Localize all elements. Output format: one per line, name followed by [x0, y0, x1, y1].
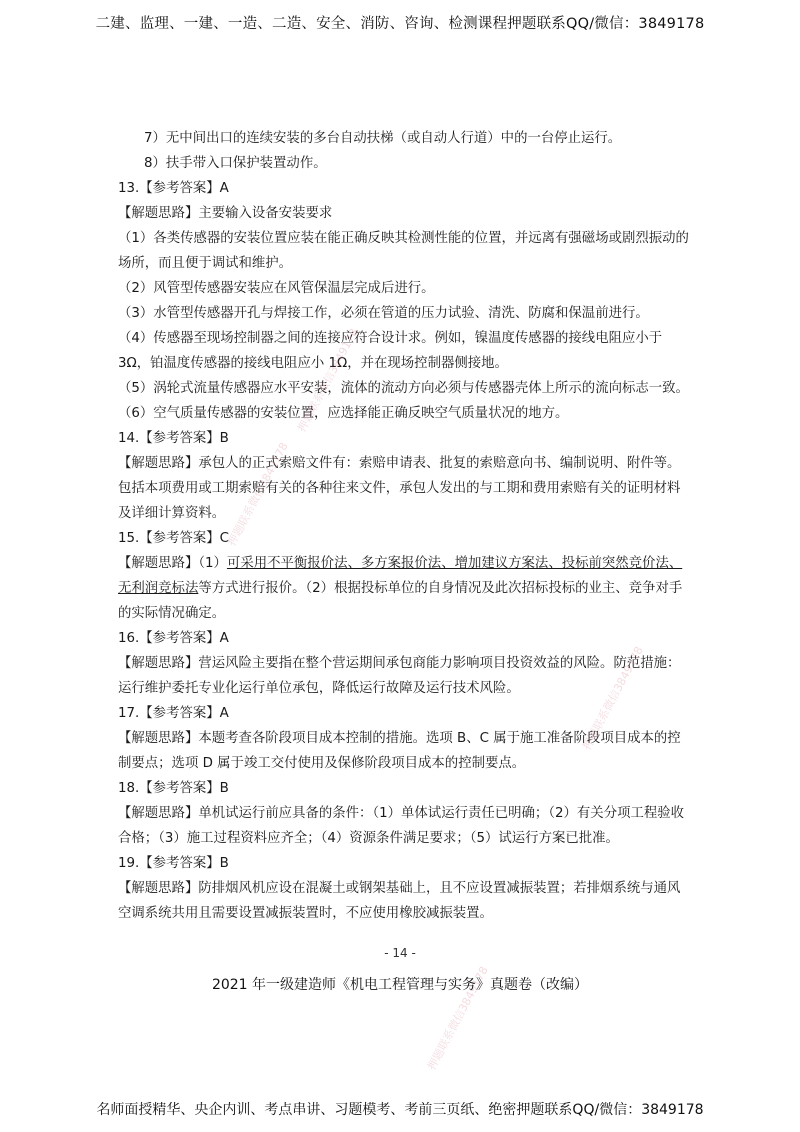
explanation-15-lead: 【解题思路】（1）: [118, 556, 227, 571]
answer-19: 19.【参考答案】B: [118, 856, 229, 871]
explanation-19: 【解题思路】防排烟风机应设在混凝土或钢架基础上，且不应设置减振装置；若排烟系统与通风空调系统共用且需要设置减振装置时，不应使用橡胶减振装置。: [118, 881, 681, 921]
page-header: 二建、监理、一建、一造、二造、安全、消防、咨询、检测课程押题联系QQ/微信：3849178: [95, 16, 705, 32]
watermark: 押题联系微信3849178: [425, 964, 491, 1073]
watermark: 押题联系微信3849178: [580, 644, 646, 753]
explanation-15: [118, 551, 692, 626]
answer-16: 16.【参考答案】A: [118, 631, 229, 646]
answer-17: 17.【参考答案】A: [118, 706, 229, 721]
answer-14: 14.【参考答案】B: [118, 431, 229, 446]
explanation-16: 【解题思路】营运风险主要指在整个营运期间承包商能力影响项目投资效益的风险。防范措施：运行维护委托专业化运行单位承包，降低运行故障及运行技术风险。: [118, 656, 681, 696]
explanation-15-rest: 等方式进行报价。（2）根据投标单位的自身情况及此次招标投标的业主、竞争对手的实际情况确定。: [118, 581, 683, 621]
explanation-14: 【解题思路】承包人的正式索赔文件有：索赔申请表、批复的索赔意向书、编制说明、附件等。包括本项费用或工期索赔有关的各种往来文件，承包人发出的与工期和费用索赔有关的证明材料及详细计算资料。: [118, 456, 681, 521]
watermark: 押题联系微信3849178: [295, 326, 361, 435]
explanation-17: 【解题思路】本题考查各阶段项目成本控制的措施。选项 B、C 属于施工准备阶段项目成本的控制要点；选项 D 属于竣工交付使用及保修阶段项目成本的控制要点。: [118, 731, 681, 771]
text-line: 7）无中间出口的连续安装的多台自动扶梯（或自动人行道）中的一台停止运行。: [144, 131, 622, 146]
answer-13: 13.【参考答案】A: [118, 181, 229, 196]
explanation-13-item-1: （1）各类传感器的安装位置应装在能正确反映其检测性能的位置，并远离有强磁场或剧烈振动的场所，而且便于调试和维护。: [118, 231, 689, 271]
answer-18: 18.【参考答案】B: [118, 781, 229, 796]
explanation-18: 【解题思路】单机试运行前应具备的条件：（1）单体试运行责任已明确；（2）有关分项工程验收合格；（3）施工过程资料应齐全；（4）资源条件满足要求；（5）试运行方案已批准。: [118, 806, 685, 846]
explanation-13-item-6: （6）空气质量传感器的安装位置，应选择能正确反映空气质量状况的地方。: [118, 406, 569, 421]
book-title: 2021 年一级建造师《机电工程管理与实务》真题卷（改编）: [211, 977, 589, 993]
explanation-13-item-2: （2）风管型传感器安装应在风管保温层完成后进行。: [118, 281, 435, 296]
text-line: 8）扶手带入口保护装置动作。: [144, 156, 327, 171]
page-footer: 名师面授精华、央企内训、考点串讲、习题模考、考前三页纸、绝密押题联系QQ/微信：3849178: [96, 1102, 704, 1118]
answer-15: 15.【参考答案】C: [118, 531, 229, 546]
explanation-13-item-5: （5）涡轮式流量传感器应水平安装，流体的流动方向必须与传感器壳体上所示的流向标志一致。: [118, 381, 689, 396]
explanation-13-item-3: （3）水管型传感器开孔与焊接工作，必须在管道的压力试验、清洗、防腐和保温前进行。: [118, 306, 649, 321]
explanation-15-underlined: 可采用不平衡报价法、多方案报价法、增加建议方案法、投标前突然竞价法、无利润竞标法: [118, 556, 683, 596]
explanation-13-item-4: （4）传感器至现场控制器之间的连接应符合设计求。例如，镍温度传感器的接线电阻应小于 3Ω，铂温度传感器的接线电阻应小 1Ω，并在现场控制器侧接地。: [118, 331, 663, 371]
explanation-13-title: 【解题思路】主要输入设备安装要求: [118, 206, 333, 221]
document-body: [118, 126, 692, 926]
watermark: 押题联系微信3849178: [225, 440, 291, 549]
page-number: - 14 -: [384, 946, 416, 960]
